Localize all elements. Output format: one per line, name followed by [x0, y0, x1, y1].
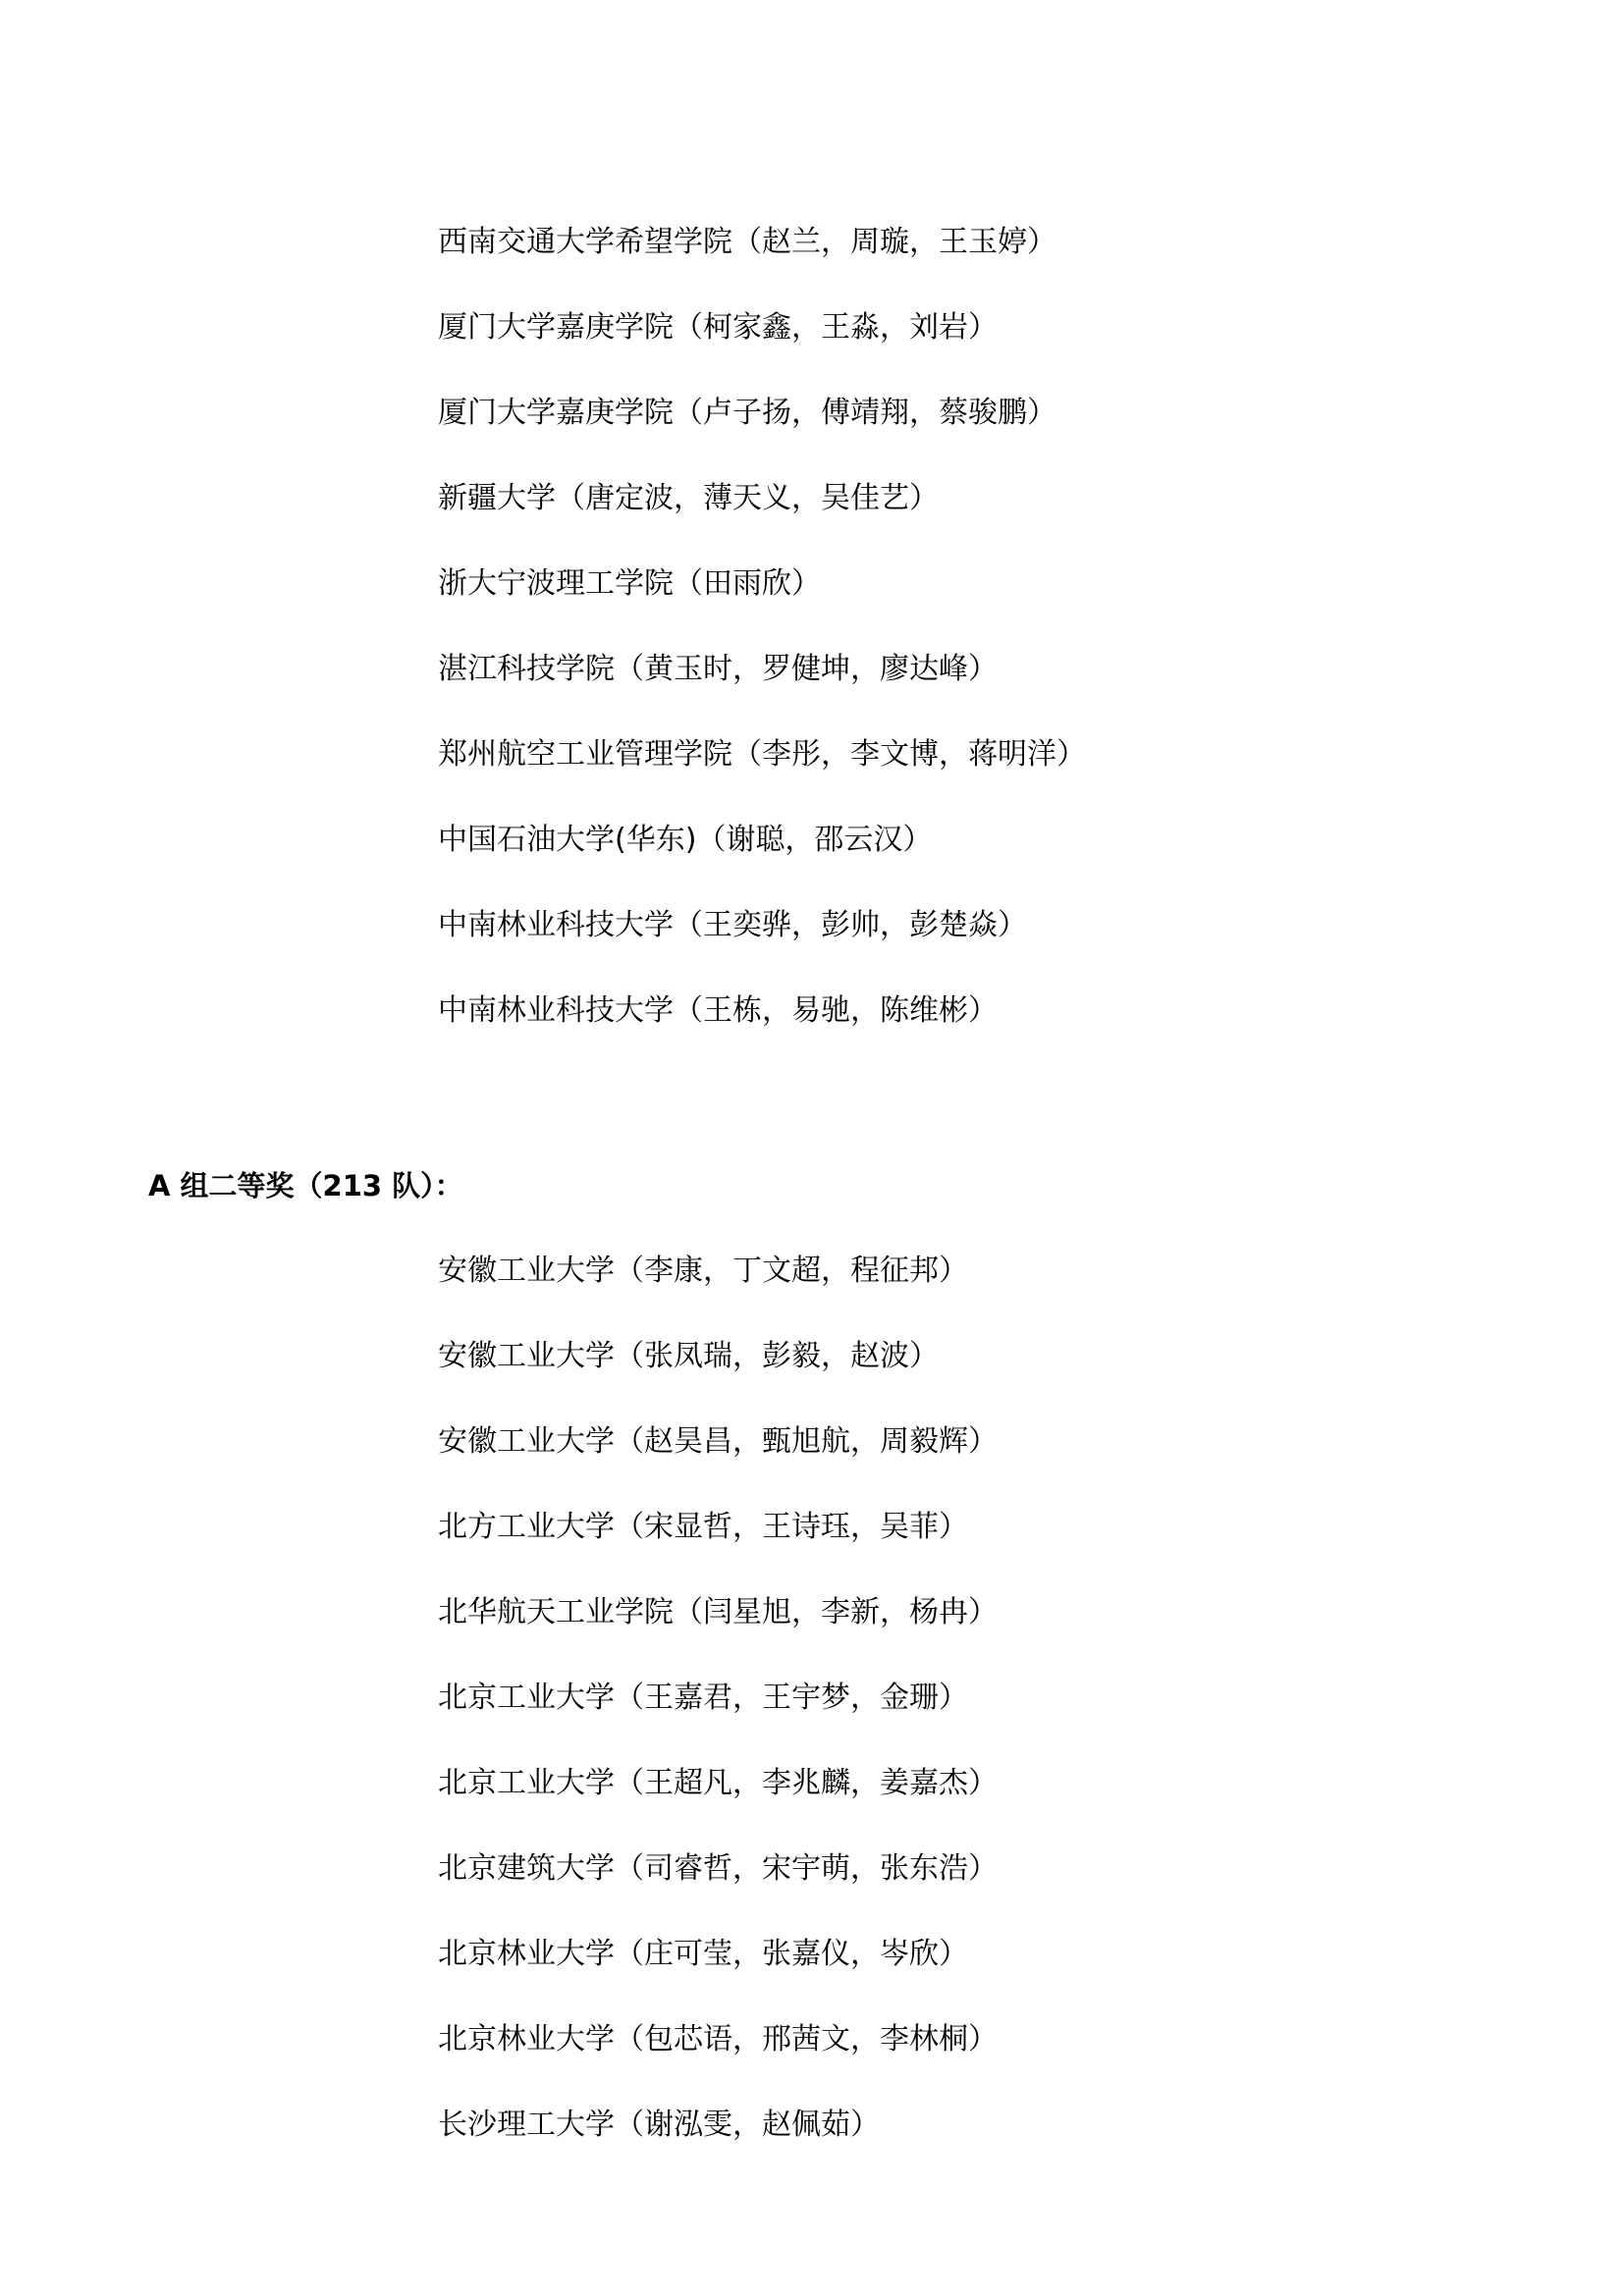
list-item: 北华航天工业学院（闫星旭，李新，杨冉）	[438, 1595, 998, 1629]
list-item: 湛江科技学院（黄玉时，罗健坤，廖达峰）	[438, 652, 998, 686]
list-item: 长沙理工大学（谢泓雯，赵佩茹）	[438, 2108, 880, 2142]
list-item: 郑州航空工业管理学院（李彤，李文博，蒋明洋）	[438, 737, 1086, 772]
list-item: 北京林业大学（庄可莹，张嘉仪，岑欣）	[438, 1937, 968, 1971]
list-item: 中南林业科技大学（王奕骅，彭帅，彭楚焱）	[438, 908, 1027, 942]
list-item: 厦门大学嘉庚学院（卢子扬，傅靖翔，蔡骏鹏）	[438, 396, 1056, 430]
list-item: 北京林业大学（包芯语，邢茜文，李林桐）	[438, 2022, 998, 2056]
section-heading-second-prize: A 组二等奖（213 队）：	[148, 1169, 463, 1202]
list-item: 新疆大学（唐定波，薄天义，吴佳艺）	[438, 481, 939, 515]
team-list-second-prize	[438, 1254, 998, 2193]
list-item: 安徽工业大学（张凤瑞，彭毅，赵波）	[438, 1339, 939, 1373]
list-item: 安徽工业大学（赵昊昌，甄旭航，周毅辉）	[438, 1424, 998, 1459]
list-item: 西南交通大学希望学院（赵兰，周璇，王玉婷）	[438, 225, 1056, 259]
team-list-previous-section	[438, 225, 1086, 1079]
list-item: 北方工业大学（宋显哲，王诗珏，吴菲）	[438, 1510, 968, 1544]
list-item: 安徽工业大学（李康，丁文超，程征邦）	[438, 1254, 968, 1288]
list-item: 中南林业科技大学（王栋，易驰，陈维彬）	[438, 993, 998, 1028]
list-item: 北京建筑大学（司睿哲，宋宇萌，张东浩）	[438, 1851, 998, 1886]
list-item: 中国石油大学(华东)（谢聪，邵云汉）	[438, 823, 933, 857]
list-item: 北京工业大学（王嘉君，王宇梦，金珊）	[438, 1681, 968, 1715]
list-item: 浙大宁波理工学院（田雨欣）	[438, 566, 821, 601]
list-item: 厦门大学嘉庚学院（柯家鑫，王淼，刘岩）	[438, 310, 998, 345]
list-item: 北京工业大学（王超凡，李兆麟，姜嘉杰）	[438, 1766, 998, 1800]
